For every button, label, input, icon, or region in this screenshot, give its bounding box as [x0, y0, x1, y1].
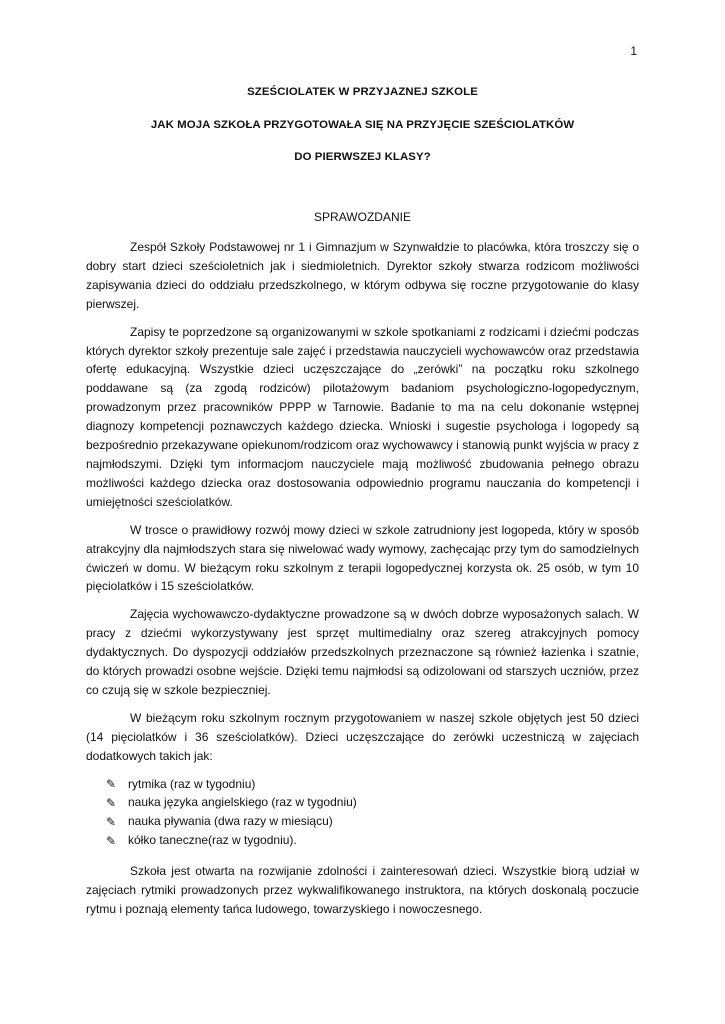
- list-item: [104, 812, 639, 831]
- report-subtitle: SPRAWOZDANIE: [314, 210, 411, 224]
- activities-list: [86, 775, 639, 851]
- list-item: [104, 831, 639, 850]
- list-item-text: kółko taneczne(raz w tygodniu).: [128, 833, 297, 848]
- hand-pencil-icon: ✎: [105, 814, 117, 829]
- list-item: [104, 793, 639, 812]
- page-number: 1: [630, 44, 637, 58]
- list-item-text: nauka pływania (dwa razy w miesiącu): [128, 814, 333, 829]
- paragraph-speech-therapy: W trosce o prawidłowy rozwój mowy dzieci w szkole zatrudniony jest logopeda, który w sposób atrakcyjny dla najmłodszych stara się niwelować wady wymowy, zachęcając przy tym do samodzielnych ćwiczeń w domu. W bieżącym roku szkolnym z terapii logopedycznej korzysta ok. 25 osób, w tym 10 pięciolatków i 15 sześciolatków.: [86, 522, 639, 594]
- document-body: [86, 238, 639, 928]
- paragraph-enrollment: Zapisy te poprzedzone są organizowanymi w szkole spotkaniami z rodzicami i dziećmi podczas których dyrektor szkoły prezentuje sale zajęć i przedstawia nauczycieli wychowawców oraz przedstawia ofertę edukacyjną. Wszystkie dzieci uczęszczające do „zerówki” na początku roku szkolnego poddawane są (za zgodą rodziców) pilotażowym badaniom psychologiczno-logopedycznym, prowadzonym przez pracowników PPPP w Tarnowie. Badanie to ma na celu dokonanie wstępnej diagnozy kompetencji poznawczych każdego dziecka. Wnioski i sugestie psychologa i logopedy są bezpośrednio przekazywane opiekunom/rodzicom oraz wychowawcy i stanowią punkt wyjścia w pracy z najmłodszymi. Dzięki tym informacjom nauczyciele mają możliwość zbudowania pełnego obrazu możliwości każdego dziecka oraz dostosowania odpowiednio programu nauczania do kompetencji i umiejętności sześciolatków.: [86, 324, 639, 509]
- hand-pencil-icon: ✎: [105, 795, 117, 810]
- hand-pencil-icon: ✎: [105, 833, 117, 848]
- paragraph-closing: Szkoła jest otwarta na rozwijanie zdolności i zainteresowań dzieci. Wszystkie biorą udział w zajęciach rytmiki prowadzonych przez wykwalifikowanego instruktora, na których doskonalą poczucie rytmu i poznają elementy tańca ludowego, towarzyskiego i nowoczesnego.: [86, 864, 639, 916]
- list-item-text: rytmika (raz w tygodniu): [128, 776, 256, 791]
- paragraph-activities: W bieżącym roku szkolnym rocznym przygotowaniem w naszej szkole objętych jest 50 dzieci (14 pięciolatków i 36 sześciolatków). Dzieci uczęszczające do zerówki uczestniczą w zajęciach dodatkowych takich jak:: [86, 710, 639, 763]
- hand-pencil-icon: ✎: [105, 777, 117, 792]
- title-line-1: SZEŚCIOLATEK W PRZYJAZNEJ SZKOLE: [247, 86, 478, 98]
- paragraph-classrooms: Zajęcia wychowawczo-dydaktyczne prowadzone są w dwóch dobrze wyposażonych salach. W pracy z dziećmi wykorzystywany jest sprzęt multimedialny oraz szereg atrakcyjnych pomocy dydaktycznych. Do dyspozycji oddziałów przedszkolnych przeznaczone są również łazienka i szatnie, do których prowadzi osobne wejście. Dzięki temu najmłodsi są odizolowani od starszych uczniów, przez co czują się w szkole bezpieczniej.: [86, 607, 639, 697]
- list-item: [104, 775, 639, 794]
- list-item-text: nauka języka angielskiego (raz w tygodniu): [128, 795, 357, 810]
- title-line-3: DO PIERWSZEJ KLASY?: [294, 151, 431, 163]
- paragraph-intro: Zespół Szkoły Podstawowej nr 1 i Gimnazjum w Szynwałdzie to placówka, która troszczy się o dobry start dzieci sześcioletnich jak i siedmioletnich. Dyrektor szkoły stwarza rodzicom możliwości zapisywania dzieci do oddziału przedszkolnego, w którym odbywa się roczne przygotowanie do klasy pierwszej.: [86, 240, 639, 311]
- title-line-2: JAK MOJA SZKOŁA PRZYGOTOWAŁA SIĘ NA PRZYJĘCIE SZEŚCIOLATKÓW: [150, 119, 575, 131]
